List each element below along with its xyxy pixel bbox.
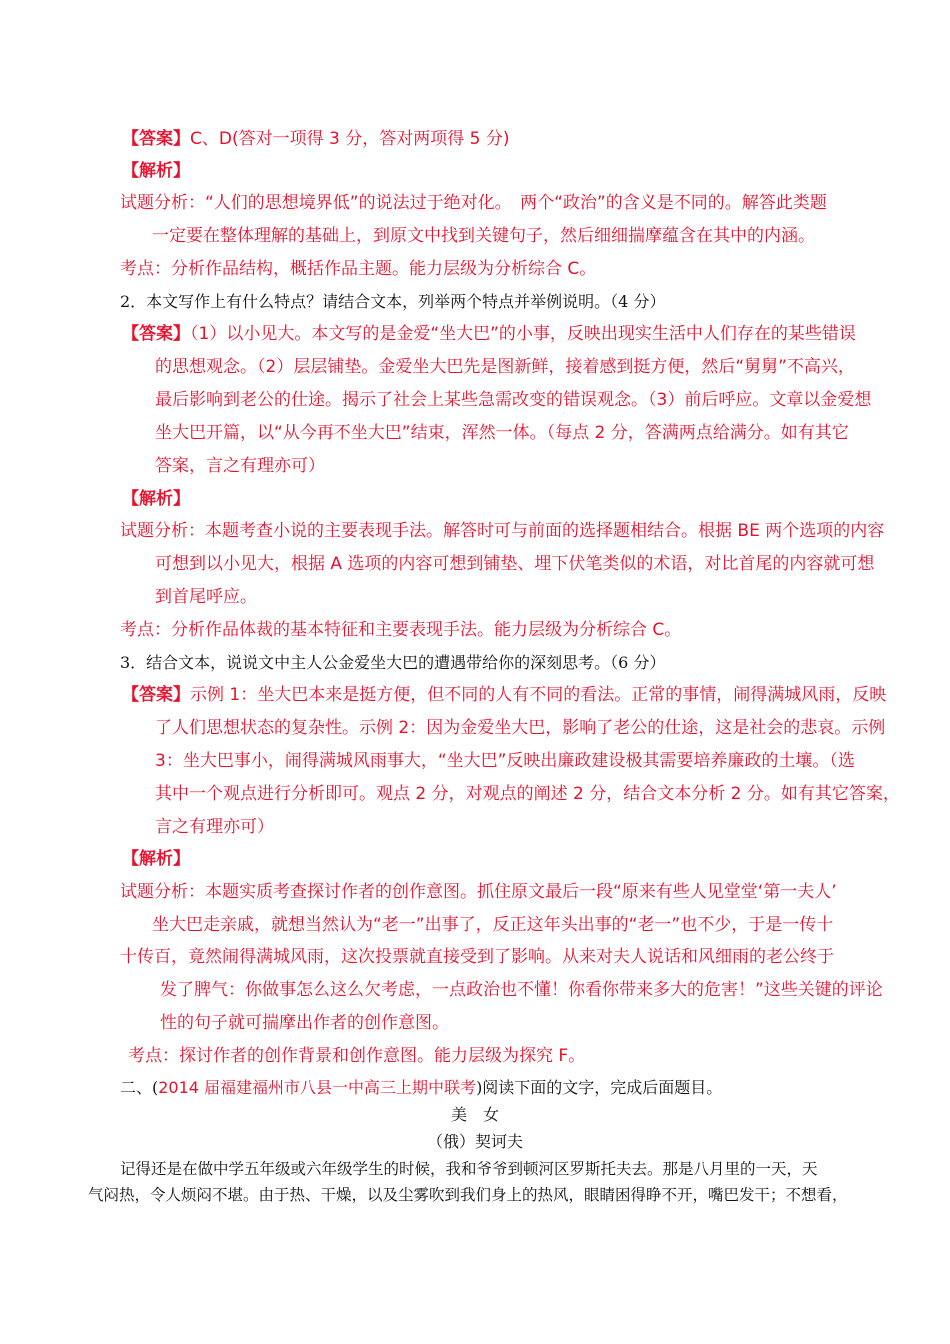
- analysis-tag: 【解析】: [122, 161, 190, 181]
- analysis-line: 十传百，竟然闹得满城风雨，这次投票就直接受到了影响。从来对夫人说话和风细雨的老公终于: [120, 947, 834, 967]
- article-paragraph-line: 气闷热，令人烦闷不堪。由于热、干燥，以及尘雾吹到我们身上的热风，眼睛困得睁不开，嘴巴发干；不想看，: [88, 1186, 848, 1204]
- analysis-tag: 【解析】: [122, 849, 190, 869]
- answer-text: 其中一个观点进行分析即可。观点 2 分，对观点的阐述 2 分，结合文本分析 2 分。如有其它答案，: [155, 784, 900, 804]
- analysis-line: 性的句子就可揣摩出作者的创作意图。: [160, 1013, 449, 1033]
- article-title: 美 女: [450, 1105, 499, 1124]
- answer-line: [122, 323, 856, 345]
- analysis-line: 一定要在整体理解的基础上，到原文中找到关键句子，然后细细揣摩蕴含在其中的内涵。: [152, 226, 815, 246]
- analysis-line: 到首尾呼应。: [155, 587, 257, 607]
- answer-text: C、D(答对一项得 3 分，答对两项得 5 分): [190, 129, 510, 149]
- answer-tag: 【答案】: [122, 324, 190, 344]
- analysis-line: 试题分析：本题考查小说的主要表现手法。解答时可与前面的选择题相结合。根据 BE 两个选项的内容: [120, 521, 885, 541]
- answer-tag: 【答案】: [122, 685, 190, 705]
- section-suffix: )阅读下面的文字，完成后面题目。: [476, 1078, 723, 1097]
- answer-text: 3：坐大巴事小，闹得满城风雨事大，“坐大巴”反映出廉政建设极其需要培养廉政的土壤。（选: [155, 751, 855, 771]
- answer-text: 最后影响到老公的仕途。揭示了社会上某些急需改变的错误观念。（3）前后呼应。文章以金爱想: [155, 390, 872, 410]
- analysis-line: 发了脾气：你做事怎么这么欠考虑，一点政治也不懂！你看你带来多大的危害！”这些关键的评论: [160, 980, 883, 1000]
- article-author: （俄）契诃夫: [426, 1132, 523, 1151]
- answer-text: 的思想观念。（2）层层铺垫。金爱坐大巴先是图新鲜，接着感到挺方便，然后“舅舅”不高兴，: [155, 357, 855, 377]
- analysis-line: 试题分析：“人们的思想境界低”的说法过于绝对化。 两个“政治”的含义是不同的。解答此类题: [120, 193, 827, 213]
- answer-text: 答案，言之有理亦可）: [155, 456, 325, 476]
- knowledge-point: 考点：探讨作者的创作背景和创作意图。能力层级为探究 F。: [128, 1046, 586, 1066]
- answer-text: 言之有理亦可）: [155, 817, 274, 837]
- answer-text: 示例 1：坐大巴本来是挺方便，但不同的人有不同的看法。正常的事情，闹得满城风雨，反映: [190, 685, 887, 705]
- answer-text: 坐大巴开篇，以“从今再不坐大巴”结束，浑然一体。（每点 2 分，答满两点给满分。如有其它: [155, 423, 849, 443]
- knowledge-point: 考点：分析作品体裁的基本特征和主要表现手法。能力层级为分析综合 C。: [120, 620, 682, 640]
- answer-line: [122, 128, 509, 150]
- analysis-tag: 【解析】: [122, 489, 190, 509]
- answer-text: （1）以小见大。本文写的是金爱“坐大巴”的小事，反映出现实生活中人们存在的某些错误: [190, 324, 856, 344]
- question-2: 2．本文写作上有什么特点？请结合文本，列举两个特点并举例说明。（4 分）: [120, 292, 666, 311]
- knowledge-point: 考点：分析作品结构，概括作品主题。能力层级为分析综合 C。: [120, 259, 597, 279]
- answer-text: 了人们思想状态的复杂性。示例 2：因为金爱坐大巴，影响了老公的仕途，这是社会的悲哀。示例: [155, 718, 886, 738]
- analysis-line: 坐大巴走亲戚，就想当然认为“老一”出事了，反正这年头出事的“老一”也不少，于是一传十: [152, 915, 834, 935]
- analysis-line: 试题分析：本题实质考查探讨作者的创作意图。抓住原文最后一段“原来有些人见堂堂‘第一夫人’: [120, 882, 837, 902]
- article-paragraph-line: 记得还是在做中学五年级或六年级学生的时候，我和爷爷到顿河区罗斯托夫去。那是八月里的一天，天: [120, 1160, 818, 1178]
- section-heading: [120, 1077, 722, 1099]
- answer-tag: 【答案】: [122, 129, 190, 149]
- answer-line: [122, 684, 886, 706]
- section-prefix: 二、(: [120, 1078, 159, 1097]
- section-source: 2014 届福建福州市八县一中高三上期中联考: [158, 1078, 477, 1097]
- analysis-line: 可想到以小见大，根据 A 选项的内容可想到铺垫、埋下伏笔类似的术语，对比首尾的内容就可想: [155, 554, 875, 574]
- question-3: 3．结合文本，说说文中主人公金爱坐大巴的遭遇带给你的深刻思考。（6 分）: [120, 653, 666, 672]
